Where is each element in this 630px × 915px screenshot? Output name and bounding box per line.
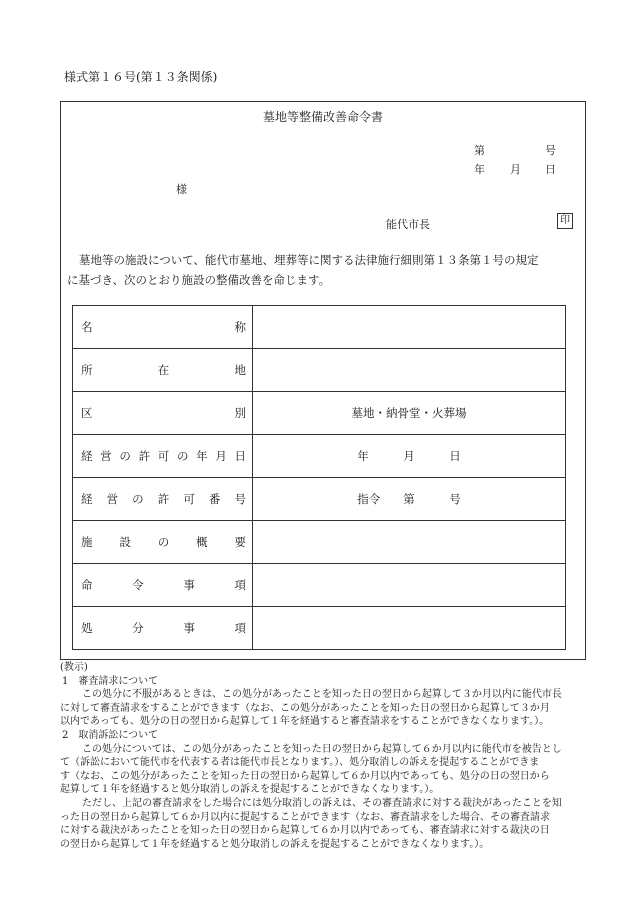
row-label (73, 435, 253, 478)
section-1-line: この処分に不服があるときは、この処分があったことを知った日の翌日から起算して３か月以内に能代市長 (82, 689, 562, 701)
section-2-line: った日の翌日から起算して６か月以内に提起することができます（なお、審査請求をした場合、その審査請求 (60, 811, 550, 823)
label-char: 事 (183, 621, 195, 635)
row-label (73, 478, 253, 521)
label-char: の (157, 535, 170, 549)
date-year-label: 年 (474, 163, 485, 176)
label-char: 令 (132, 578, 144, 592)
label-char: 要 (234, 535, 246, 549)
label-char: 地 (234, 363, 246, 377)
label-char: 分 (132, 621, 144, 635)
label-char: 名 (81, 320, 93, 334)
date-month-label: 月 (510, 163, 521, 176)
notice-heading: (教示) (60, 662, 88, 673)
section-1-line: 以内であっても、処分の日の翌日から起算して１年を経過すると審査請求をすることができなくなります。）。 (60, 716, 550, 728)
label-char: 経 (81, 492, 93, 506)
section-2-line: て（訴訟において能代市を代表する者は能代市長となります。）、処分取消しの訴えを提起することができま (60, 757, 540, 769)
label-char: 項 (234, 578, 246, 592)
label-char: 月 (215, 449, 227, 463)
section-1-title: 1 審査請求について (62, 675, 159, 687)
table-row (73, 607, 566, 650)
row-label (73, 607, 253, 650)
label-char: 在 (157, 363, 170, 377)
issuer-mayor: 能代市長 (386, 218, 430, 231)
row-value-field[interactable] (253, 521, 566, 564)
row-label-text (81, 577, 246, 593)
table-row (73, 392, 566, 435)
table-row (73, 521, 566, 564)
number-prefix: 第 (474, 144, 485, 157)
document-title: 墓地等整備改善命令書 (262, 110, 383, 124)
label-char: 設 (119, 535, 131, 549)
label-char: 区 (81, 406, 93, 420)
label-char: 日 (234, 449, 246, 463)
form-number-label: 様式第１６号(第１３条関係) (64, 70, 218, 84)
row-label-text (81, 491, 246, 507)
row-label-text (81, 319, 246, 335)
order-body-text (67, 250, 582, 290)
section-2-line: す（なお、この処分があったことを知った日の翌日から起算して６か月以内であっても、処分の日の翌日から (60, 770, 550, 782)
row-label-text (81, 448, 246, 464)
label-char: 命 (81, 578, 93, 592)
section-2-line: 起算して１年を経過すると処分取消しの訴えを提起することができなくなります。）。 (60, 784, 440, 796)
label-char: 可 (183, 492, 195, 506)
section-2-line: ただし、上記の審査請求をした場合には処分取消しの訴えは、その審査請求に対する裁決があったことを知 (82, 797, 562, 809)
label-char: 許 (157, 492, 170, 506)
row-value-field[interactable] (253, 349, 566, 392)
row-label (73, 349, 253, 392)
seal-mark-icon: 印 (557, 213, 573, 229)
row-label-text (81, 362, 246, 378)
row-label (73, 521, 253, 564)
label-char: 所 (81, 363, 93, 377)
section-2-line: この処分については、この処分があったことを知った日の翌日から起算して６か月以内に能代市を被告とし (82, 743, 562, 755)
row-value-field[interactable] (253, 306, 566, 349)
label-char: 番 (208, 492, 221, 506)
table-row (73, 306, 566, 349)
table-row (73, 435, 566, 478)
label-char: の (176, 449, 189, 463)
label-char: 号 (234, 492, 246, 506)
facility-info-table (72, 305, 566, 650)
row-label-text (81, 405, 246, 421)
label-char: 施 (81, 535, 93, 549)
row-value-field[interactable] (253, 607, 566, 650)
table-row (73, 478, 566, 521)
date-day-label: 日 (545, 163, 556, 176)
label-char: 事 (183, 578, 195, 592)
section-2-line: の翌日から起算して１年を経過すると処分取消しの訴えを提起することができなくなります。）。 (60, 838, 490, 850)
label-char: 処 (81, 621, 93, 635)
row-value-field[interactable]: 年 月 日 (253, 435, 566, 478)
row-value-field[interactable]: 墓地・納骨堂・火葬場 (253, 392, 566, 435)
label-char: 別 (234, 406, 246, 420)
table-row (73, 564, 566, 607)
table-row (73, 349, 566, 392)
label-char: 許 (138, 449, 151, 463)
number-suffix: 号 (545, 144, 556, 157)
label-char: の (119, 449, 131, 463)
label-char: 営 (106, 492, 119, 506)
row-value-field[interactable]: 指令 第 号 (253, 478, 566, 521)
label-char: 項 (234, 621, 246, 635)
row-label-text (81, 534, 246, 550)
row-label-text (81, 620, 246, 636)
label-char: 年 (196, 449, 208, 463)
label-char: 営 (100, 449, 112, 463)
row-label (73, 392, 253, 435)
body-line: に基づき、次のとおり施設の整備改善を命じます。 (67, 273, 331, 287)
row-label (73, 564, 253, 607)
section-2-title: 2 取消訴訟について (62, 729, 159, 741)
label-char: の (132, 492, 144, 506)
addressee-honorific: 様 (176, 183, 187, 196)
label-char: 称 (234, 320, 246, 334)
body-line: 墓地等の施設について、能代市墓地、埋葬等に関する法律施行細則第１３条第１号の規定 (79, 253, 539, 267)
section-2-line: に対する裁決があったことを知った日の翌日から起算して６か月以内であっても、審査請求に対する裁決の日 (60, 825, 550, 837)
section-1-line: に対して審査請求をすることができます（なお、この処分があったことを知った日の翌日から起算して３か月 (60, 702, 550, 714)
label-char: 経 (81, 449, 93, 463)
row-value-field[interactable] (253, 564, 566, 607)
label-char: 可 (157, 449, 170, 463)
row-label (73, 306, 253, 349)
label-char: 概 (196, 535, 208, 549)
appeal-instructions (60, 661, 600, 851)
